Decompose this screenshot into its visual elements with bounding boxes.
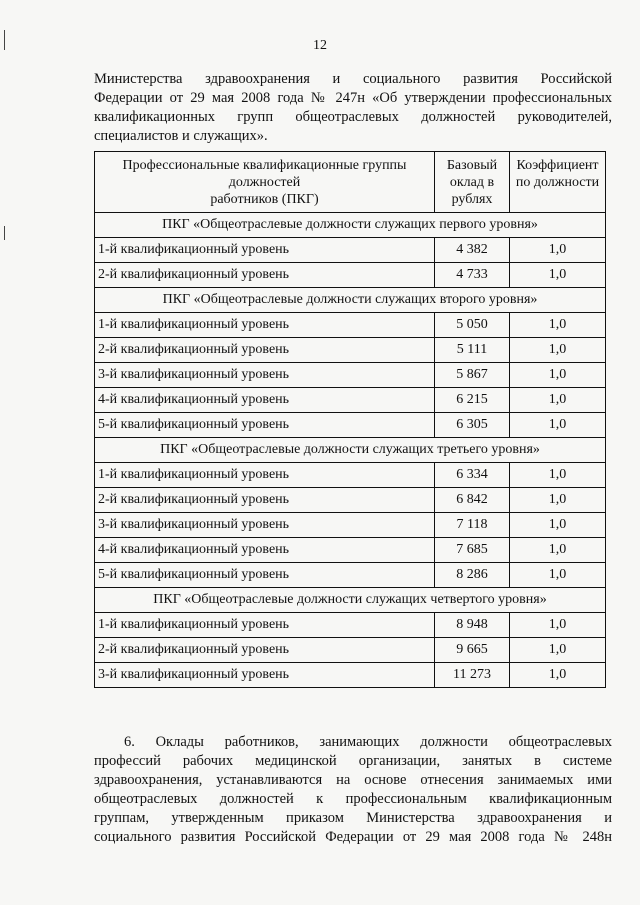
table-row bbox=[95, 238, 606, 263]
salary-cell: 6 305 bbox=[435, 413, 510, 438]
table-row bbox=[95, 488, 606, 513]
group-row bbox=[95, 213, 606, 238]
level-cell: 3-й квалификационный уровень bbox=[95, 513, 435, 538]
body-line: профессий рабочих медицинской организации, занятых в системе bbox=[94, 753, 612, 769]
table-row bbox=[95, 313, 606, 338]
level-cell: 3-й квалификационный уровень bbox=[95, 663, 435, 688]
intro-line: Федерации от 29 мая 2008 года № 247н «Об утверждении профессиональных bbox=[94, 90, 612, 106]
table-row bbox=[95, 563, 606, 588]
group-title: ПКГ «Общеотраслевые должности служащих третьего уровня» bbox=[95, 438, 606, 463]
intro-line: специалистов и служащих». bbox=[94, 128, 268, 144]
paragraph-6 bbox=[94, 733, 612, 847]
coefficient-cell: 1,0 bbox=[510, 488, 606, 513]
coefficient-cell: 1,0 bbox=[510, 538, 606, 563]
header-coefficient-column: Коэффициент по должности bbox=[510, 152, 606, 213]
level-cell: 1-й квалификационный уровень bbox=[95, 613, 435, 638]
table-row bbox=[95, 638, 606, 663]
coefficient-cell: 1,0 bbox=[510, 413, 606, 438]
salary-cell: 6 334 bbox=[435, 463, 510, 488]
body-line: группам, утвержденным приказом Министерства здравоохранения и bbox=[94, 810, 612, 826]
salary-cell: 9 665 bbox=[435, 638, 510, 663]
group-title: ПКГ «Общеотраслевые должности служащих первого уровня» bbox=[95, 213, 606, 238]
table-row bbox=[95, 538, 606, 563]
level-cell: 2-й квалификационный уровень bbox=[95, 263, 435, 288]
salary-cell: 5 050 bbox=[435, 313, 510, 338]
salary-table bbox=[94, 151, 606, 688]
coefficient-cell: 1,0 bbox=[510, 238, 606, 263]
salary-cell: 4 733 bbox=[435, 263, 510, 288]
coefficient-cell: 1,0 bbox=[510, 388, 606, 413]
coefficient-cell: 1,0 bbox=[510, 638, 606, 663]
level-cell: 1-й квалификационный уровень bbox=[95, 463, 435, 488]
table-row bbox=[95, 338, 606, 363]
salary-cell: 4 382 bbox=[435, 238, 510, 263]
salary-cell: 7 118 bbox=[435, 513, 510, 538]
coefficient-cell: 1,0 bbox=[510, 313, 606, 338]
coefficient-cell: 1,0 bbox=[510, 613, 606, 638]
salary-cell: 6 215 bbox=[435, 388, 510, 413]
group-row bbox=[95, 438, 606, 463]
intro-line: Министерства здравоохранения и социального развития Российской bbox=[94, 71, 612, 87]
page-number: 12 bbox=[313, 38, 327, 53]
level-cell: 5-й квалификационный уровень bbox=[95, 413, 435, 438]
table-header bbox=[95, 152, 606, 213]
scan-margin-mark bbox=[4, 226, 5, 240]
salary-cell: 8 286 bbox=[435, 563, 510, 588]
salary-cell: 8 948 bbox=[435, 613, 510, 638]
table-row bbox=[95, 663, 606, 688]
salary-cell: 6 842 bbox=[435, 488, 510, 513]
group-title: ПКГ «Общеотраслевые должности служащих четвертого уровня» bbox=[95, 588, 606, 613]
level-cell: 5-й квалификационный уровень bbox=[95, 563, 435, 588]
level-cell: 2-й квалификационный уровень bbox=[95, 638, 435, 663]
level-cell: 4-й квалификационный уровень bbox=[95, 538, 435, 563]
body-line: здравоохранения, устанавливаются на основе отнесения занимаемых ими bbox=[94, 772, 612, 788]
body-line: общеотраслевых должностей к профессиональным квалификационным bbox=[94, 791, 612, 807]
body-line: социального развития Российской Федерации от 29 мая 2008 года № 248н bbox=[94, 829, 612, 845]
table-row bbox=[95, 263, 606, 288]
table-row bbox=[95, 413, 606, 438]
table-row bbox=[95, 513, 606, 538]
table-body bbox=[95, 213, 606, 688]
level-cell: 3-й квалификационный уровень bbox=[95, 363, 435, 388]
salary-cell: 5 111 bbox=[435, 338, 510, 363]
coefficient-cell: 1,0 bbox=[510, 463, 606, 488]
level-cell: 2-й квалификационный уровень bbox=[95, 488, 435, 513]
header-group-column: Профессиональные квалификационные группы должностей работников (ПКГ) bbox=[95, 152, 435, 213]
coefficient-cell: 1,0 bbox=[510, 563, 606, 588]
level-cell: 4-й квалификационный уровень bbox=[95, 388, 435, 413]
group-row bbox=[95, 588, 606, 613]
table-row bbox=[95, 613, 606, 638]
group-title: ПКГ «Общеотраслевые должности служащих второго уровня» bbox=[95, 288, 606, 313]
salary-cell: 7 685 bbox=[435, 538, 510, 563]
coefficient-cell: 1,0 bbox=[510, 513, 606, 538]
level-cell: 1-й квалификационный уровень bbox=[95, 313, 435, 338]
salary-cell: 5 867 bbox=[435, 363, 510, 388]
body-line: 6. Оклады работников, занимающих должности общеотраслевых bbox=[124, 734, 612, 750]
group-row bbox=[95, 288, 606, 313]
level-cell: 1-й квалификационный уровень bbox=[95, 238, 435, 263]
header-salary-column: Базовый оклад в рублях bbox=[435, 152, 510, 213]
intro-line: квалификационных групп общеотраслевых должностей руководителей, bbox=[94, 109, 612, 125]
table-row bbox=[95, 363, 606, 388]
level-cell: 2-й квалификационный уровень bbox=[95, 338, 435, 363]
table-row bbox=[95, 463, 606, 488]
salary-cell: 11 273 bbox=[435, 663, 510, 688]
table-row bbox=[95, 388, 606, 413]
coefficient-cell: 1,0 bbox=[510, 363, 606, 388]
intro-paragraph bbox=[94, 70, 612, 146]
coefficient-cell: 1,0 bbox=[510, 263, 606, 288]
coefficient-cell: 1,0 bbox=[510, 338, 606, 363]
coefficient-cell: 1,0 bbox=[510, 663, 606, 688]
